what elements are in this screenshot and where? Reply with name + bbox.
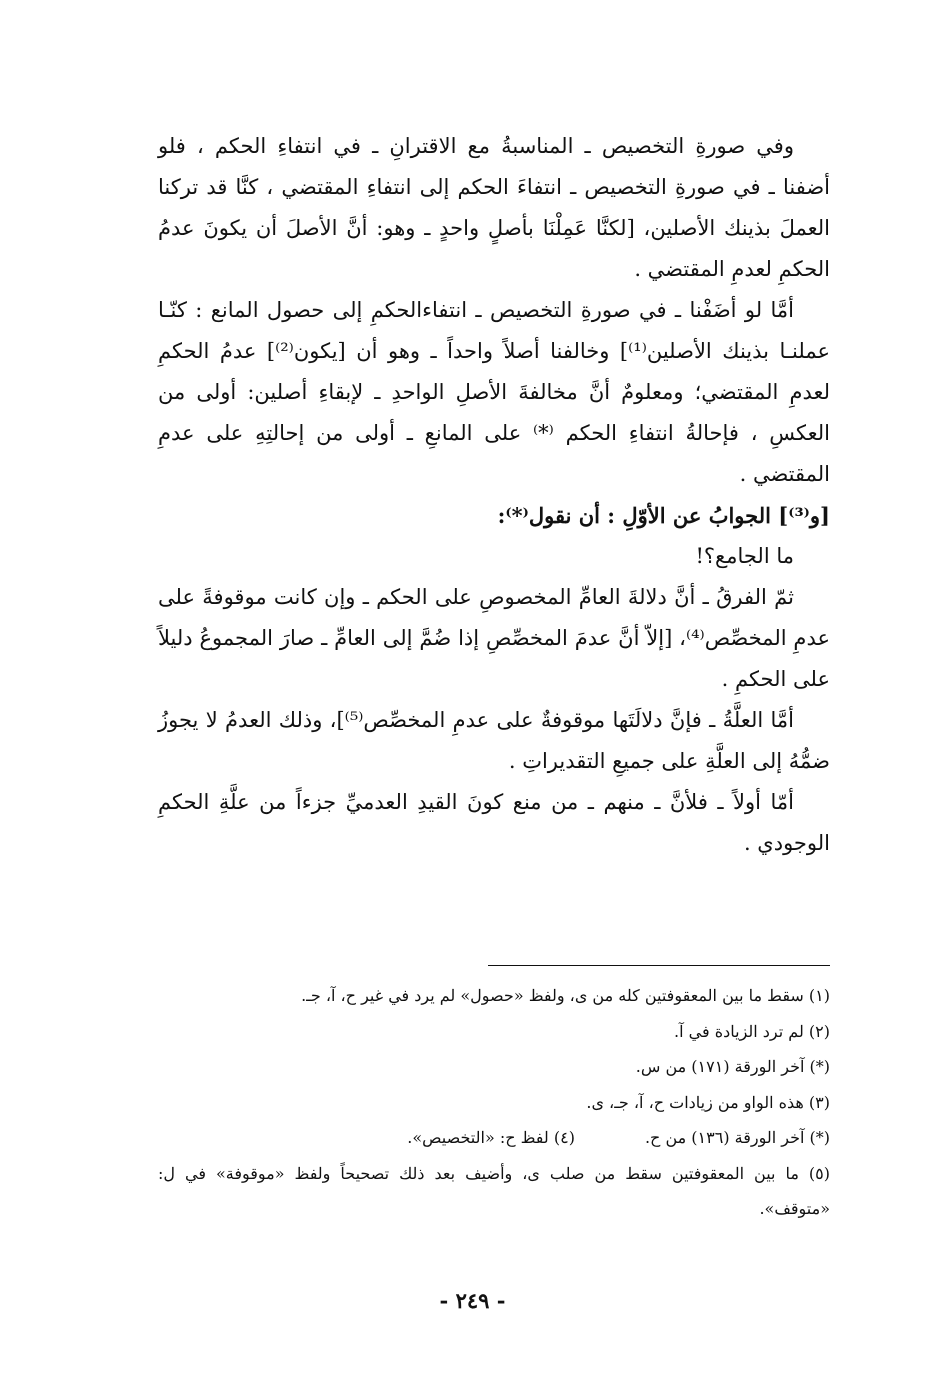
footnote-1: (١) سقط ما بين المعقوفتين كله من ى، ولفظ «حصول» لم يرد في غير ح، آ، جـ. (301, 986, 830, 1005)
paragraph-2: أمَّا لو أضَفْنا ـ في صورةِ التخصيص ـ انتفاءالحكمِ إلى حصول المانع : كنّـا عملنـا بذينك الأصلين⁽¹⁾] وخالفنا أصلاً واحداً ـ وهو أن [يكون⁽²⁾] عدمُ الحكمِ لعدمِ المقتضي؛ ومعلومٌ أنَّ مخالفةَ الأصلِ الواحدِ ـ لإبقاءِ أصلين: أولى من العكسِ ، فإحالةُ انتفاءِ الحكم ⁽*⁾ على المانعِ ـ أولى من إحالتِهِ على عدمِ المقتضي . (158, 298, 830, 486)
paragraph-3: [و⁽³⁾] الجوابُ عن الأوّلِ : أن نقول⁽*⁾: (497, 503, 830, 528)
main-text (158, 126, 830, 864)
paragraph-4: ما الجامع؟! (695, 544, 794, 568)
footnote-divider (488, 965, 830, 966)
footnotes (158, 978, 830, 1227)
paragraph-7: أمّا أولاً ـ فلأنَّ ـ منهم ـ من منع كونَ القيدِ العدميِّ جزءاً من علَّةِ الحكمِ الوجودي . (158, 790, 830, 855)
paragraph-1: وفي صورةِ التخصيص ـ المناسبةُ مع الاقترانِ ـ في انتفاءِ الحكم ، فلو أضفنا ـ في صورةِ التخصيص ـ انتفاءَ الحكم إلى انتفاءِ المقتضي ، كنَّا قد تركنا العملَ بذينك الأصلين، [لكنَّا عَمِلْنَا بأصلٍ واحدٍ ـ وهو: أنَّ الأصلَ أن يكونَ عدمُ الحكمِ لعدمِ المقتضي . (158, 134, 830, 281)
page-number: - ٢٤٩ - (439, 1288, 506, 1313)
paragraph-5: ثمّ الفرقُ ـ أنَّ دلالةَ العامِّ المخصوصِ على الحكم ـ وإن كانت موقوفةً على عدمِ المخصِّص⁽⁴⁾، [إلاّ أنَّ عدمَ المخصِّصِ إذا ضُمَّ إلى العامِّ ـ صارَ المجموعُ دليلاً على الحكمِ . (158, 585, 830, 691)
footnote-4: (٤) لفظ ح: «التخصيص». (407, 1128, 575, 1147)
footnote-star-1: (*) آخر الورقة (١٧١) من س. (635, 1057, 830, 1076)
footnote-2: (٢) لم ترد الزيادة في آ. (674, 1021, 830, 1041)
footnote-3: (٣) هذه الواو من زيادات ح، آ، جـ، ى. (586, 1092, 830, 1112)
footnote-row (158, 1120, 830, 1156)
footnote-5: (٥) ما بين المعقوفتين سقط من صلب ى، وأضيف بعد ذلك تصحيحاً ولفظ «موقوفة» في ل: «متوقف». (158, 1163, 830, 1218)
footnote-star-2: (*) آخر الورقة (١٣٦) من ح. (644, 1128, 830, 1147)
paragraph-6: أمَّا العلَّةُ ـ فإنَّ دلالَتَها موقوفةٌ على عدمِ المخصِّص⁽⁵⁾]، وذلك العدمُ لا يجوزُ ضمُّهُ إلى العلَّةِ على جميعِ التقديراتِ . (158, 708, 830, 773)
